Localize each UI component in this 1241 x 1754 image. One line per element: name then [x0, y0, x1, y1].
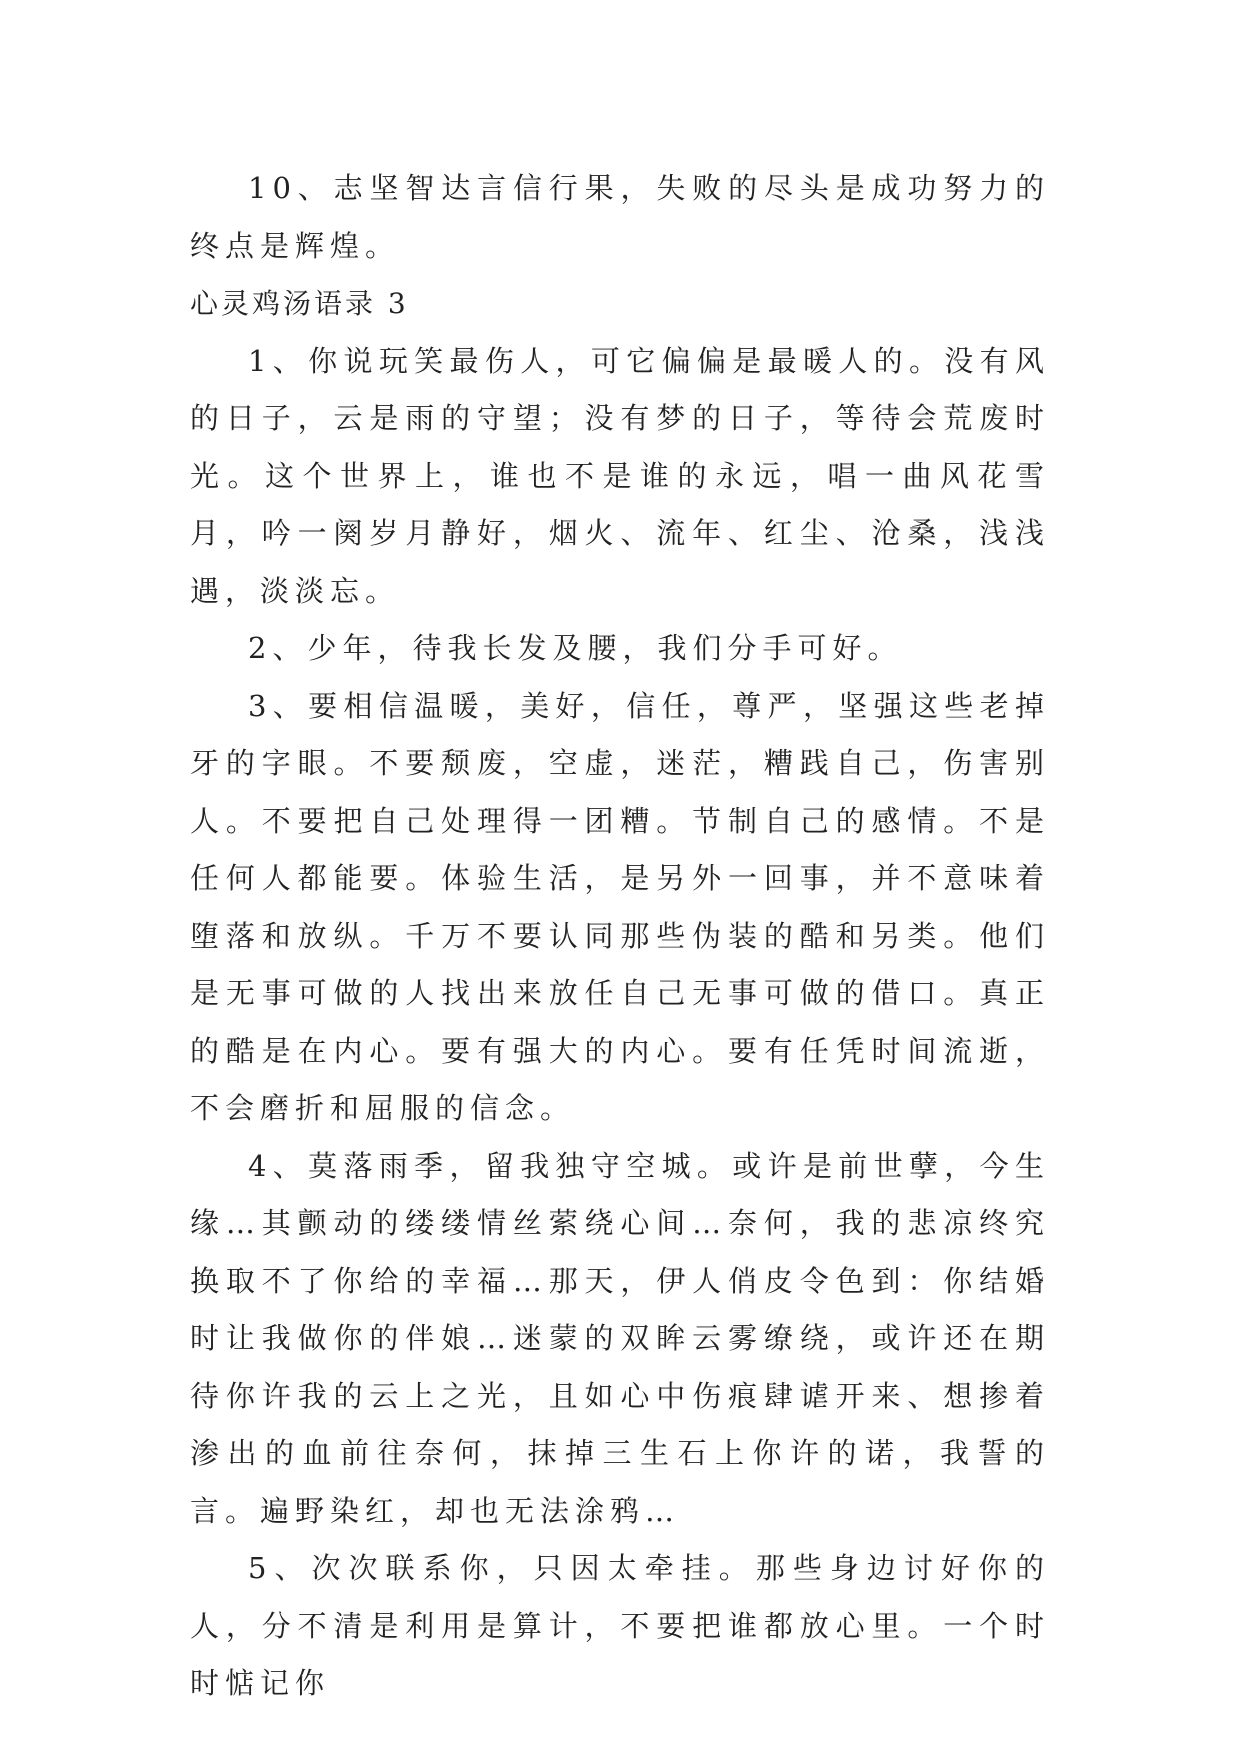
paragraph-item-4: 4、莫落雨季，留我独守空城。或许是前世孽，今生缘…其颤动的缕缕情丝萦绕心间…奈何，我的悲凉终究换取不了你给的幸福…那天，伊人俏皮令色到：你结婚时让我做你的伴娘…迷蒙的双眸云雾缭绕，或许还在期待你许我的云上之光，且如心中伤痕肆谑开来、想掺着渗出的血前往奈何，抹掉三生石上你许的诺，我誓的言。遍野染红，却也无法涂鸦…: [190, 1148, 1050, 1528]
paragraph-item-3: 3、要相信温暖，美好，信任，尊严，坚强这些老掉牙的字眼。不要颓废，空虚，迷茫，糟践自己，伤害别人。不要把自己处理得一团糟。节制自己的感情。不是任何人都能要。体验生活，是另外一回事，并不意味着堕落和放纵。千万不要认同那些伪装的酷和另类。他们是无事可做的人找出来放任自己无事可做的借口。真正的酷是在内心。要有强大的内心。要有任凭时间流逝，不会磨折和屈服的信念。: [190, 688, 1050, 1125]
paragraph-item-5: 5、次次联系你，只因太牵挂。那些身边讨好你的人，分不清是利用是算计，不要把谁都放心里。一个时时惦记你: [190, 1551, 1050, 1700]
paragraph-item-2: 2、少年，待我长发及腰，我们分手可好。: [248, 631, 903, 665]
section-heading: 心灵鸡汤语录 3: [190, 287, 409, 320]
paragraph-item-10: 10、志坚智达言信行果，失败的尽头是成功努力的终点是辉煌。: [190, 171, 1050, 263]
paragraph-item-1: 1、你说玩笑最伤人，可它偏偏是最暖人的。没有风的日子，云是雨的守望；没有梦的日子，等待会荒废时光。这个世界上，谁也不是谁的永远，唱一曲风花雪月，吟一阕岁月静好，烟火、流年、红尘、沧桑，浅浅遇，淡淡忘。: [190, 343, 1050, 608]
document-body: [190, 160, 1050, 1713]
